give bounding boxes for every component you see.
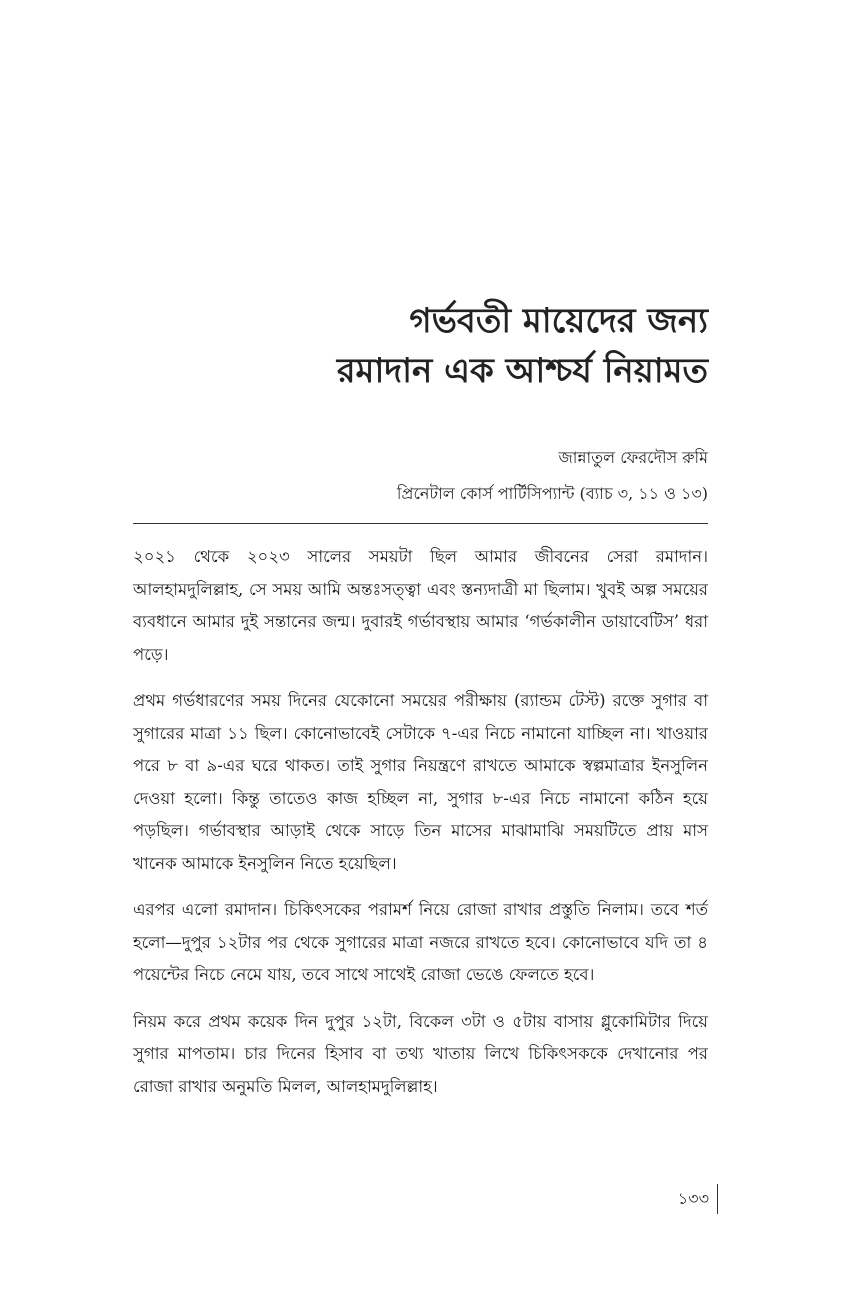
- page-number-bar: [717, 1184, 718, 1214]
- article-title-line-1: গর্ভবতী মায়েদের জন্য: [409, 301, 708, 341]
- byline: [108, 440, 708, 512]
- page-number: ১৩৩: [677, 1189, 709, 1208]
- paragraph-4: নিয়ম করে প্রথম কয়েক দিন দুপুর ১২টা, বিকেল ৩টা ও ৫টায় বাসায় গ্লুকোমিটার দিয়ে সুগার মাপতাম। চার দিনের হিসাব বা তথ্য খাতায় লিখে চিকিৎসককে দেখানোর পর রোজা রাখার অনুমতি মিলল, আলহামদুলিল্লাহ।: [133, 1011, 708, 1096]
- title-divider: [133, 523, 708, 524]
- author-role: প্রিনেটাল কোর্স পার্টিসিপ্যান্ট (ব্যাচ ৩, ১১ ও ১৩): [396, 484, 708, 503]
- paragraph-1: ২০২১ থেকে ২০২৩ সালের সময়টা ছিল আমার জীবনের সেরা রমাদান। আলহামদুলিল্লাহ, সে সময় আমি অন্তঃসত্ত্বা এবং স্তন্যদাত্রী মা ছিলাম। খুবই অল্প সময়ের ব্যবধানে আমার দুই সন্তানের জন্ম। দুবারই গর্ভাবস্থায় আমার ‘গর্ভকালীন ডায়াবেটিস’ ধরা পড়ে।: [133, 547, 708, 664]
- article-title: [108, 296, 708, 396]
- author-name: জান্নাতুল ফেরদৌস রুমি: [558, 448, 708, 467]
- article-title-line-2: রমাদান এক আশ্চর্য নিয়ামত: [336, 351, 708, 391]
- paragraph-2: প্রথম গর্ভধারণের সময় দিনের যেকোনো সময়ের পরীক্ষায় (র‍্যান্ডম টেস্ট) রক্তে সুগার বা সুগারের মাত্রা ১১ ছিল। কোনোভাবেই সেটাকে ৭-এর নিচে নামানো যাচ্ছিল না। খাওয়ার পরে ৮ বা ৯-এর ঘরে থাকত। তাই সুগার নিয়ন্ত্রণে রাখতে আমাকে স্বল্পমাত্রার ইনসুলিন দেওয়া হলো। কিন্তু তাতেও কাজ হচ্ছিল না, সুগার ৮-এর নিচে নামানো কঠিন হয়ে পড়ছিল। গর্ভাবস্থার আড়াই থেকে সাড়ে তিন মাসের মাঝামাঝি সময়টিতে প্রায় মাস খানেক আমাকে ইনসুলিন নিতে হয়েছিল।: [133, 691, 708, 873]
- article-body: [133, 541, 708, 1117]
- paragraph-3: এরপর এলো রমাদান। চিকিৎসকের পরামর্শ নিয়ে রোজা রাখার প্রস্তুতি নিলাম। তবে শর্ত হলো—দুপুর ১২টার পর থেকে সুগারের মাত্রা নজরে রাখতে হবে। কোনোভাবে যদি তা ৪ পয়েন্টের নিচে নেমে যায়, তবে সাথে সাথেই রোজা ভেঙে ফেলতে হবে।: [133, 900, 708, 984]
